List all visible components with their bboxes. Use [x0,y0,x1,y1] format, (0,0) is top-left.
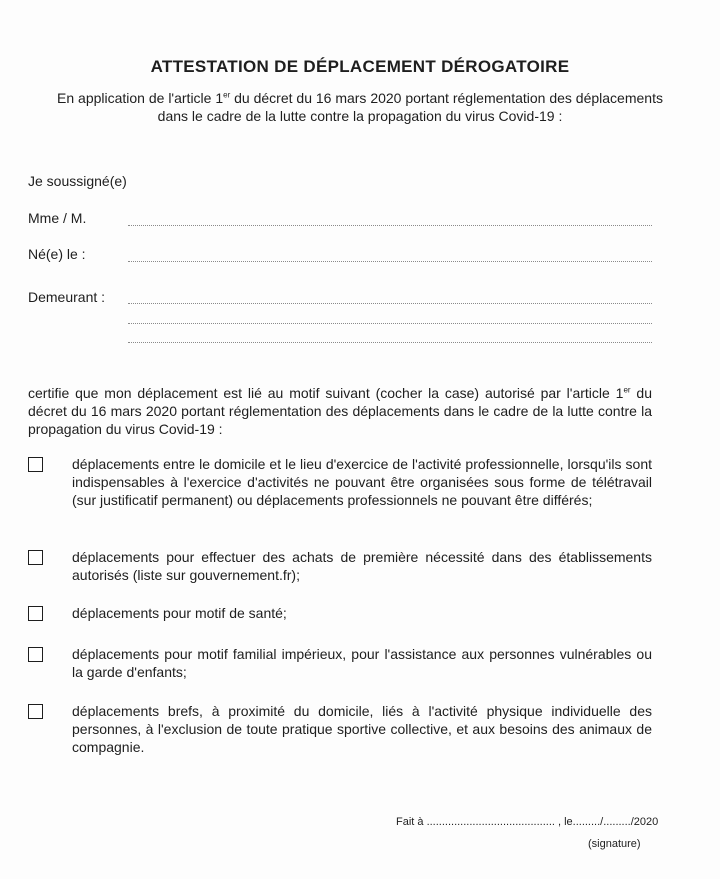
checkbox-physical-activity[interactable] [28,704,43,719]
checkbox-health[interactable] [28,606,43,621]
subtitle-text-end: du décret du 16 mars 2020 portant réglementation des déplacements dans le cadre de la lutte contre la propagation du virus Covid-19 : [157,90,663,124]
address-field-line-1[interactable] [128,303,652,304]
option-physical-activity-text: déplacements brefs, à proximité du domicile, liés à l'activité physique individuelle des personnes, à l'exclusion de toute pratique sportive collective, et aux besoins des animaux de compagnie. [72,703,652,755]
option-professional-text: déplacements entre le domicile et le lieu d'exercice de l'activité professionnelle, lorsqu'ils sont indispensables à l'exercice d'activités ne pouvant être organisées sous forme de télétravail (sur justificatif permanent) ou déplacements professionnels ne pouvant être différés; [72,456,652,508]
document-title: ATTESTATION DE DÉPLACEMENT DÉROGATOIRE [150,57,570,76]
name-field[interactable] [128,225,652,226]
signature-label: (signature) [588,838,641,850]
place-date-line[interactable]: Fait à .......................................... , le........./........./2020 [396,816,659,828]
option-purchases-text: déplacements pour effectuer des achats de première nécessité dans des établissements autorisés (liste sur gouvernement.fr); [72,549,652,583]
subtitle-text-start: En application de l'article 1 [57,90,224,106]
certification-superscript: er [623,385,631,395]
checkbox-professional[interactable] [28,457,43,472]
address-field-line-3[interactable] [128,342,652,343]
birth-date-label: Né(e) le : [28,246,86,262]
checkbox-purchases[interactable] [28,550,43,565]
document-subtitle [40,89,680,125]
address-label: Demeurant : [28,289,106,305]
subtitle-superscript: er [223,90,231,100]
certification-text-start: certifie que mon déplacement est lié au motif suivant (cocher la case) autorisé par l'article 1 [28,385,624,401]
name-label: Mme / M. [28,210,87,226]
address-field-line-2[interactable] [128,323,652,324]
certification-text-end: du décret du 16 mars 2020 portant réglementation des déplacements dans le cadre de la lutte contre la propagation du virus Covid-19 : [28,385,652,437]
checkbox-family[interactable] [28,647,43,662]
birth-date-field[interactable] [128,261,652,262]
option-health-text: déplacements pour motif de santé; [72,605,287,621]
option-family-text: déplacements pour motif familial impérieux, pour l'assistance aux personnes vulnérables ou la garde d'enfants; [72,646,652,680]
undersigned-label: Je soussigné(e) [28,173,127,189]
certification-text [28,384,652,438]
